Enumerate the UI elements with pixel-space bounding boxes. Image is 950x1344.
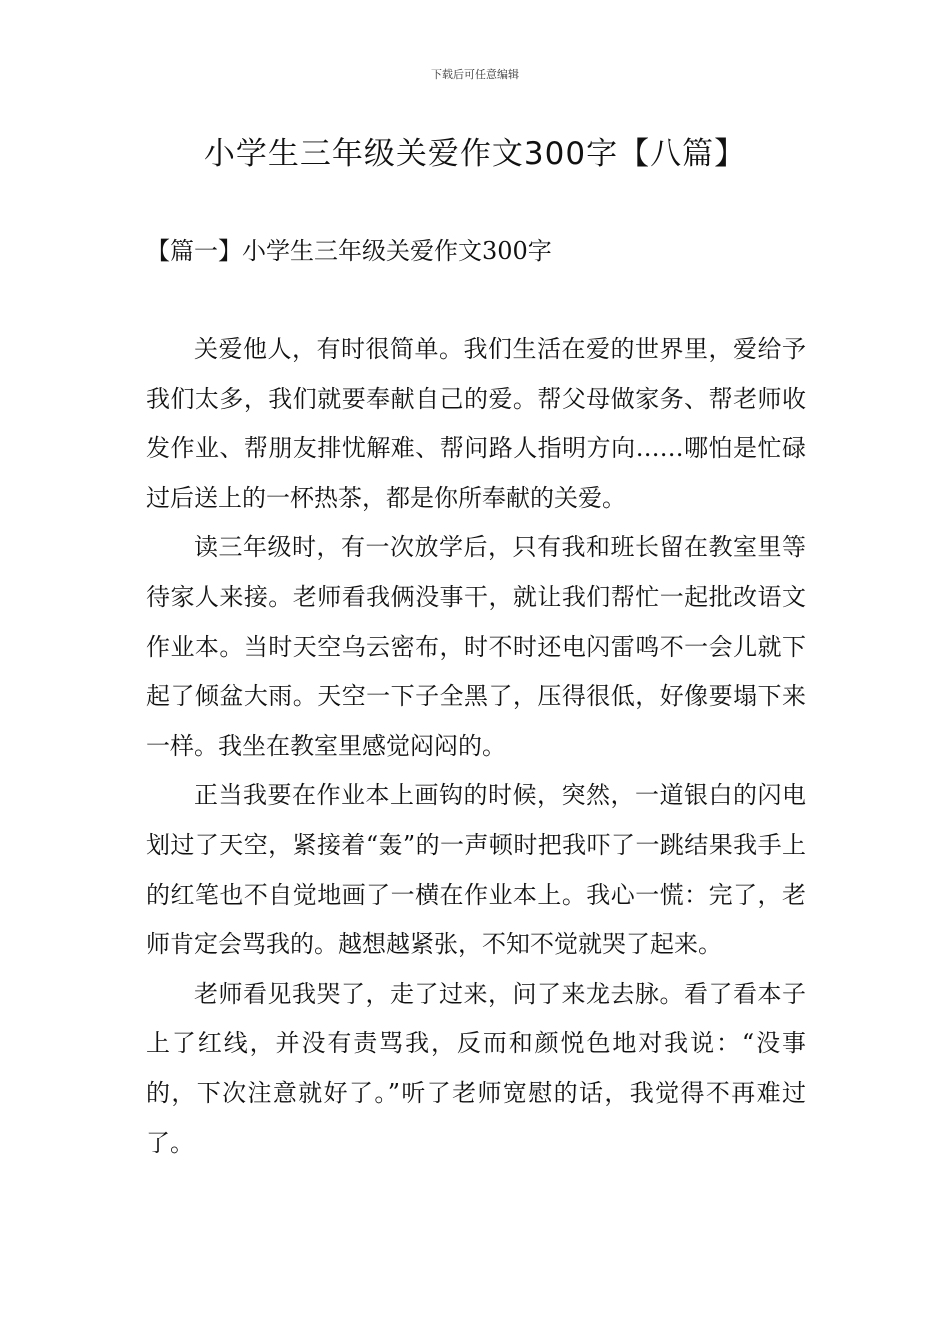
paragraph: 读三年级时，有一次放学后，只有我和班长留在教室里等待家人来接。老师看我俩没事干，就让我们帮忙一起批改语文作业本。当时天空乌云密布，时不时还电闪雷鸣不一会儿就下起了倾盆大雨。天空一下子全黑了，压得很低，好像要塌下来一样。我坐在教室里感觉闷闷的。	[146, 533, 806, 760]
paragraph: 老师看见我哭了，走了过来，问了来龙去脉。看了看本子上了红线，并没有责骂我，反而和颜悦色地对我说：“没事的，下次注意就好了。”听了老师宽慰的话，我觉得不再难过了。	[146, 979, 806, 1157]
paragraph: 正当我要在作业本上画钩的时候，突然，一道银白的闪电划过了天空，紧接着“轰”的一声顿时把我吓了一跳结果我手上的红笔也不自觉地画了一横在作业本上。我心一慌：完了，老师肯定会骂我的。越想越紧张，不知不觉就哭了起来。	[146, 781, 806, 959]
header-note: 下载后可任意编辑	[431, 68, 519, 81]
article-body	[146, 325, 806, 1168]
section-heading: 【篇一】小学生三年级关爱作文300字	[146, 237, 552, 265]
document-title: 小学生三年级关爱作文300字【八篇】	[203, 136, 747, 172]
paragraph: 关爱他人，有时很简单。我们生活在爱的世界里，爱给予我们太多，我们就要奉献自己的爱。帮父母做家务、帮老师收发作业、帮朋友排忧解难、帮问路人指明方向……哪怕是忙碌过后送上的一杯热茶，都是你所奉献的关爱。	[146, 335, 806, 512]
